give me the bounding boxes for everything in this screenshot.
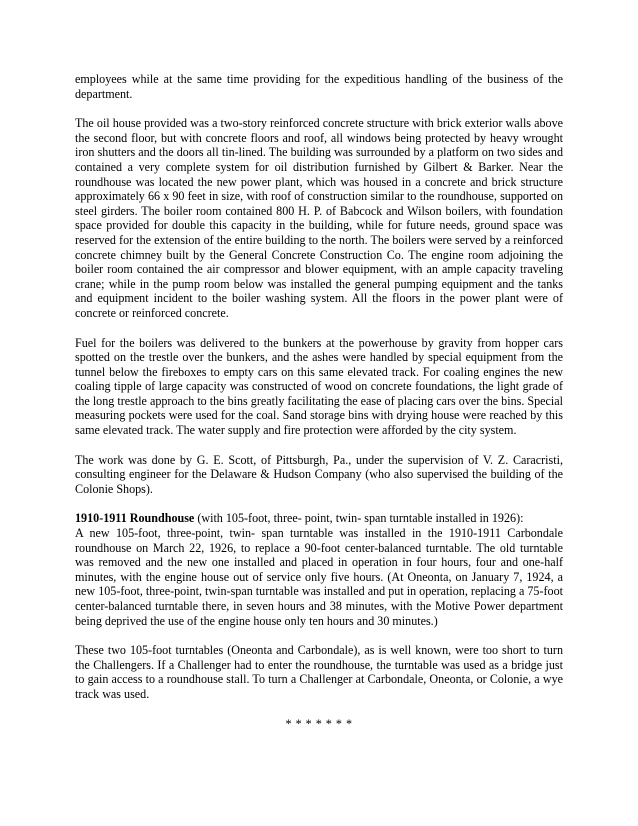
section-heading-subtitle: (with 105-foot, three- point, twin- span turntable installed in 1926): — [194, 511, 524, 526]
paragraph: The oil house provided was a two-story reinforced concrete structure with brick exterior walls above the second floor, but with concrete floors and roof, all windows being protected by heavy wrought iron shutters and the doors all tin-lined. The building was surrounded by a platform on two sides and contained a very complete system for oil distribution furnished by Gilbert & Barker. Near the roundhouse was located the new power plant, which was housed in a concrete and brick structure approximately 66 x 90 feet in size, with roof of construction similar to the roundhouse, supported on steel girders. The boiler room contained 800 H. P. of Babcock and Wilson boilers, with foundation space provided for double this capacity in the building, while for future needs, ground space was reserved for the extension of the entire building to the north. The boilers were served by a reinforced concrete chimney built by the General Concrete Construction Co. The engine room adjoining the boiler room contained the air compressor and blower equipment, with an ample capacity traveling crane; while in the pump room below was installed the general pumping equipment and the tanks and equipment incident to the boiler washing system. All the floors in the power plant were of concrete or reinforced concrete. — [75, 116, 563, 320]
paragraph: Fuel for the boilers was delivered to the bunkers at the powerhouse by gravity from hopper cars spotted on the trestle over the bunkers, and the ashes were handled by special equipment from the tunnel below the fireboxes to empty cars on this same elevated track. For coaling engines the new coaling tipple of large capacity was constructed of wood on concrete foundations, the light grade of the long trestle approach to the bins greatly facilitating the ease of placing cars over the bins. Special measuring pockets were used for the coal. Sand storage bins with drying house were reached by this same elevated track. The water supply and fire protection were afforded by the city system. — [75, 335, 563, 438]
section-heading-title: 1910-1911 Roundhouse — [75, 511, 195, 526]
section-separator: * * * * * * * — [285, 716, 353, 731]
document-body — [75, 72, 563, 731]
section-roundhouse — [75, 511, 563, 628]
section-heading — [75, 511, 563, 526]
paragraph: These two 105-foot turntables (Oneonta and Carbondale), as is well known, were too short to turn the Challengers. If a Challenger had to enter the roundhouse, the turntable was used as a bridge just to gain access to a roundhouse stall. To turn a Challenger at Carbondale, Oneonta, or Colonie, a wye track was used. — [75, 643, 563, 701]
paragraph: employees while at the same time providing for the expeditious handling of the business of the department. — [75, 72, 563, 101]
paragraph: The work was done by G. E. Scott, of Pittsburgh, Pa., under the supervision of V. Z. Caracristi, consulting engineer for the Delaware & Hudson Company (who also supervised the building of the Colonie Shops). — [75, 452, 563, 496]
paragraph: A new 105-foot, three-point, twin- span turntable was installed in the 1910-1911 Carbondale roundhouse on March 22, 1926, to replace a 90-foot center-balanced turntable. The old turntable was removed and the new one installed and placed in operation in four hours, four and one-half minutes, with the engine house out of service only five hours. (At Oneonta, on January 7, 1924, a new 105-foot, three-point, twin-span turntable was installed and put in operation, replacing a 75-foot center-balanced turntable there, in seven hours and 38 minutes, with the Motive Power department being deprived the use of the engine house only ten hours and 30 minutes.) — [75, 526, 563, 628]
